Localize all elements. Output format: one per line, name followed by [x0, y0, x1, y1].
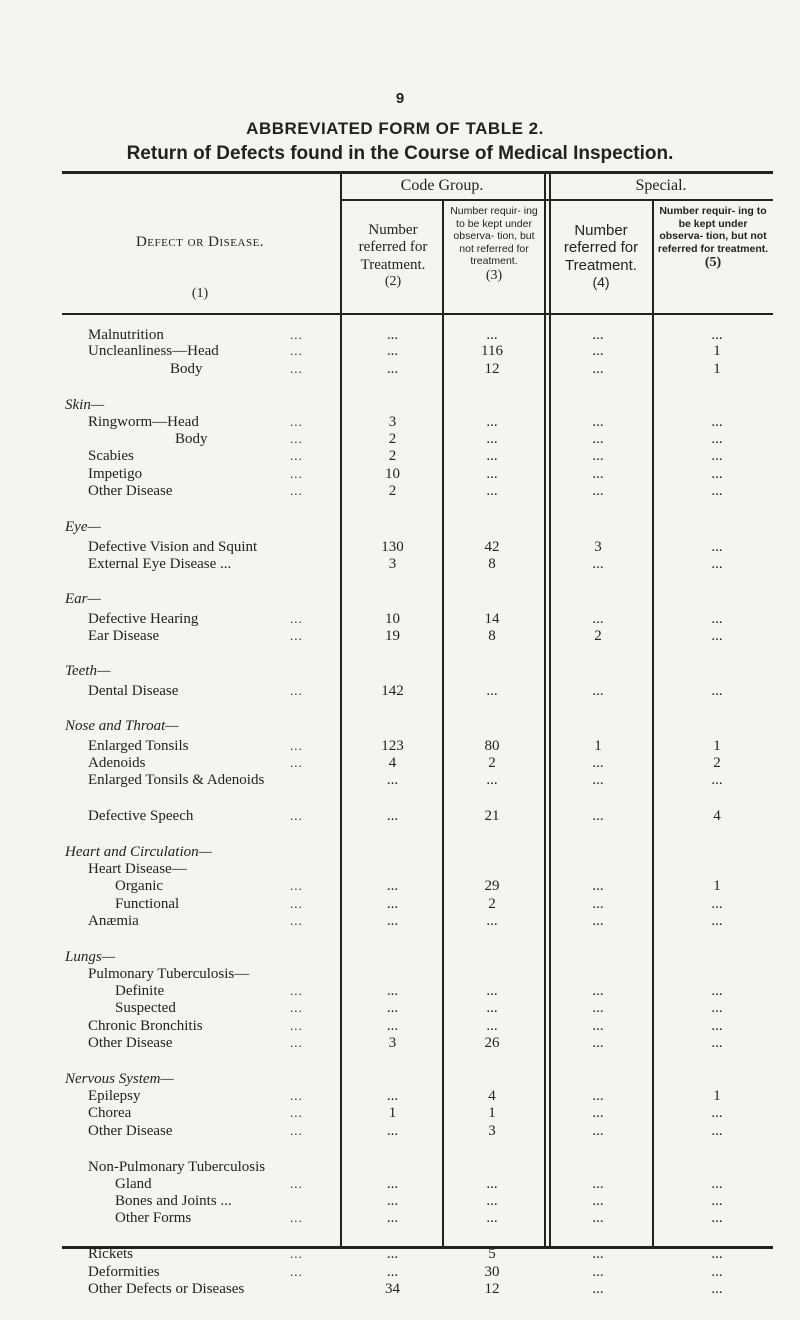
cell-col-4: ...: [592, 482, 604, 499]
table-row: [0, 483, 800, 503]
cell-col-3: ...: [486, 431, 498, 448]
table-row: [0, 718, 800, 738]
table-row: [0, 628, 800, 648]
cell-col-5: ...: [711, 555, 723, 572]
cell-col-2: 19: [385, 628, 400, 645]
cell-col-3: 21: [484, 807, 500, 824]
row-label: Bones and Joints ...: [115, 1193, 232, 1210]
cell-col-4: ...: [592, 771, 604, 788]
row-label: Deformities: [88, 1263, 160, 1280]
cell-col-2: 34: [385, 1280, 400, 1297]
cell-col-4: ...: [592, 878, 604, 895]
leader-dots: ...: [290, 1105, 303, 1121]
cell-col-5: ...: [711, 1246, 723, 1263]
col-defect-label: Defect or Disease.: [135, 234, 265, 250]
row-label: Defective Vision and Squint: [88, 538, 258, 555]
row-label: Body: [170, 360, 203, 377]
cell-col-5: ...: [711, 1175, 723, 1192]
table-row: [0, 1035, 800, 1055]
row-label: External Eye Disease ...: [88, 555, 232, 572]
cell-col-3: 1: [488, 1105, 496, 1122]
cell-col-2: ...: [386, 912, 399, 929]
row-label: Chorea: [88, 1105, 132, 1122]
cell-col-3: ...: [486, 983, 498, 1000]
leader-dots: ...: [290, 1210, 303, 1226]
cell-col-4: ...: [592, 1210, 604, 1227]
cell-col-5: ...: [711, 1193, 723, 1210]
cell-col-3: ...: [486, 465, 498, 482]
cell-col-4: ...: [592, 807, 604, 824]
section-heading: Nose and Throat—: [65, 718, 179, 735]
cell-col-5: 1: [713, 1088, 721, 1105]
cell-col-5: ...: [711, 683, 723, 700]
cell-col-2: 2: [388, 482, 397, 499]
cell-col-3: ...: [486, 912, 498, 929]
cell-col-4: ...: [592, 327, 604, 344]
cell-col-5: ...: [711, 482, 723, 499]
cell-col-5: ...: [711, 327, 723, 344]
col-2-label: Number referred for Treatment.: [358, 222, 428, 273]
cell-col-2: ...: [386, 1193, 399, 1210]
cell-col-4: 3: [594, 538, 602, 555]
cell-col-5: ...: [711, 1034, 723, 1051]
col-2-header: [350, 222, 436, 290]
cell-col-4: ...: [592, 1088, 604, 1105]
row-label: Chronic Bronchitis: [88, 1017, 203, 1034]
cell-col-2: 2: [388, 448, 397, 465]
row-label: Enlarged Tonsils: [88, 738, 189, 755]
row-label: Functional: [115, 895, 180, 912]
leader-dots: ...: [290, 1175, 303, 1191]
cell-col-5: 1: [713, 343, 721, 360]
leader-dots: ...: [290, 983, 303, 999]
cell-col-4: ...: [592, 1263, 604, 1280]
cell-col-3: ...: [486, 482, 498, 499]
col-defect-number: [70, 285, 330, 302]
row-label: Other Forms: [115, 1210, 192, 1227]
cell-col-2: 3: [388, 1034, 397, 1051]
row-label: Ear Disease: [88, 628, 160, 645]
code-group-header: Code Group.: [400, 177, 484, 194]
row-label: Defective Hearing: [88, 610, 199, 627]
row-label: Gland: [115, 1175, 152, 1192]
cell-col-2: ...: [386, 1175, 399, 1192]
leader-dots: ...: [290, 1000, 303, 1016]
cell-col-2: 4: [388, 754, 397, 771]
row-label: Enlarged Tonsils & Adenoids: [88, 771, 265, 788]
leader-dots: ...: [290, 413, 303, 429]
cell-col-5: ...: [711, 610, 723, 627]
cell-col-5: ...: [711, 465, 723, 482]
cell-col-3: 12: [484, 360, 500, 377]
cell-col-2: ...: [386, 1263, 399, 1280]
cell-col-4: ...: [592, 1034, 604, 1051]
leader-dots: ...: [290, 360, 303, 376]
table-row: [0, 1210, 800, 1230]
cell-col-2: ...: [386, 1088, 399, 1105]
cell-col-5: ...: [711, 1263, 723, 1280]
leader-dots: ...: [290, 878, 303, 894]
row-label: Malnutrition: [88, 327, 164, 344]
cell-col-5: ...: [711, 1105, 723, 1122]
cell-col-5: ...: [711, 448, 723, 465]
row-label: Body: [175, 431, 208, 448]
col-5-label: Number requir- ing to be kept under observa- tion, but not referred for treatment.: [657, 205, 769, 255]
cell-col-4: ...: [592, 465, 604, 482]
leader-dots: ...: [290, 610, 303, 626]
cell-col-5: 2: [713, 754, 721, 771]
leader-dots: ...: [290, 738, 303, 754]
cell-col-2: 10: [385, 465, 400, 482]
row-label: Other Disease: [88, 1122, 173, 1139]
table-row: [0, 808, 800, 828]
cell-col-5: ...: [711, 983, 723, 1000]
cell-col-2: ...: [386, 983, 399, 1000]
cell-col-3: ...: [486, 413, 498, 430]
col-4-header: [556, 222, 646, 290]
cell-col-3: 30: [484, 1263, 500, 1280]
cell-col-2: ...: [386, 360, 399, 377]
cell-col-4: ...: [592, 754, 604, 771]
header-bottom-rule: [62, 313, 773, 315]
table-row: [0, 1123, 800, 1143]
row-label: Other Defects or Diseases: [88, 1280, 245, 1297]
cell-col-2: ...: [386, 327, 399, 344]
row-label: Heart Disease—: [88, 861, 187, 878]
cell-col-5: ...: [711, 1122, 723, 1139]
cell-col-3: ...: [486, 1193, 498, 1210]
cell-col-4: ...: [592, 683, 604, 700]
row-label: Ringworm—Head: [88, 413, 199, 430]
cell-col-4: ...: [592, 895, 604, 912]
section-heading: Eye—: [65, 518, 101, 535]
col-3-num: (3): [485, 267, 503, 283]
leader-dots: ...: [290, 327, 303, 343]
cell-col-4: ...: [592, 610, 604, 627]
page-number: 9: [395, 90, 405, 107]
table-row: [0, 1281, 800, 1301]
table-row: [0, 913, 800, 933]
cell-col-4: ...: [592, 448, 604, 465]
page-subtitle: Return of Defects found in the Course of Medical Inspection.: [126, 143, 674, 164]
cell-col-3: 5: [488, 1246, 496, 1263]
col-3-label: Number requir- ing to be kept under observa- tion, but not referred for treatment.: [450, 205, 538, 268]
section-heading: Nervous System—: [65, 1070, 174, 1087]
cell-col-3: ...: [486, 1000, 498, 1017]
leader-dots: ...: [290, 448, 303, 464]
cell-col-2: ...: [386, 1246, 399, 1263]
cell-col-2: 3: [388, 413, 397, 430]
cell-col-3: 2: [488, 754, 496, 771]
leader-dots: ...: [290, 1034, 303, 1050]
cell-col-5: ...: [711, 538, 723, 555]
leader-dots: ...: [290, 1088, 303, 1104]
row-label: Suspected: [115, 1000, 176, 1017]
cell-col-3: 8: [488, 628, 496, 645]
cell-col-4: ...: [592, 1246, 604, 1263]
col-defect-header: [70, 234, 330, 251]
cell-col-4: ...: [592, 555, 604, 572]
cell-col-3: ...: [486, 448, 498, 465]
cell-col-5: ...: [711, 1000, 723, 1017]
col-3-header: [446, 205, 542, 285]
cell-col-2: ...: [386, 343, 399, 360]
cell-col-2: 130: [381, 538, 404, 555]
cell-col-2: ...: [386, 1000, 399, 1017]
cell-col-2: ...: [386, 1017, 399, 1034]
row-label: Definite: [115, 983, 165, 1000]
cell-col-5: ...: [711, 431, 723, 448]
cell-col-2: ...: [386, 1122, 399, 1139]
cell-col-3: ...: [486, 683, 498, 700]
cell-col-5: ...: [711, 413, 723, 430]
cell-col-5: 1: [713, 878, 721, 895]
cell-col-5: ...: [711, 895, 723, 912]
cell-col-3: 14: [484, 610, 500, 627]
cell-col-4: ...: [592, 1017, 604, 1034]
col-defect-num: (1): [191, 286, 209, 301]
row-label: Dental Disease: [88, 683, 179, 700]
cell-col-5: ...: [711, 1017, 723, 1034]
row-label: Defective Speech: [88, 807, 194, 824]
col-4-num: (4): [592, 273, 610, 290]
table-top-rule: [62, 171, 773, 174]
cell-col-4: ...: [592, 360, 604, 377]
leader-dots: ...: [290, 807, 303, 823]
special-group-header: Special.: [635, 177, 687, 194]
cell-col-4: ...: [592, 1193, 604, 1210]
cell-col-2: ...: [386, 878, 399, 895]
cell-col-3: 12: [484, 1280, 500, 1297]
cell-col-3: 29: [484, 878, 500, 895]
table-row: [0, 683, 800, 703]
table-row: [0, 556, 800, 576]
cell-col-2: ...: [386, 895, 399, 912]
cell-col-4: ...: [592, 343, 604, 360]
col-4-label: Number referred for Treatment.: [563, 222, 639, 274]
leader-dots: ...: [290, 1263, 303, 1279]
cell-col-5: 4: [713, 807, 721, 824]
col-5-num: (5): [704, 255, 722, 271]
cell-col-3: 80: [484, 738, 500, 755]
section-heading: Heart and Circulation—: [65, 843, 212, 860]
cell-col-4: ...: [592, 983, 604, 1000]
cell-col-3: 8: [488, 555, 496, 572]
row-label: Adenoids: [88, 754, 146, 771]
row-label: Epilepsy: [88, 1088, 141, 1105]
section-heading: Lungs—: [65, 948, 116, 965]
row-label: Organic: [115, 878, 164, 895]
row-label: Other Disease: [88, 1034, 173, 1051]
leader-dots: ...: [290, 431, 303, 447]
cell-col-4: 1: [594, 738, 602, 755]
section-heading: Teeth—: [65, 663, 111, 680]
cell-col-4: ...: [592, 431, 604, 448]
cell-col-4: ...: [592, 1105, 604, 1122]
cell-col-4: ...: [592, 1000, 604, 1017]
leader-dots: ...: [290, 1246, 303, 1262]
cell-col-4: ...: [592, 1280, 604, 1297]
section-heading: Ear—: [65, 591, 101, 608]
cell-col-4: ...: [592, 413, 604, 430]
cell-col-2: 3: [388, 555, 397, 572]
cell-col-3: 26: [484, 1034, 500, 1051]
cell-col-5: ...: [711, 1280, 723, 1297]
cell-col-2: ...: [386, 1210, 399, 1227]
row-label: Uncleanliness—Head: [88, 343, 219, 360]
cell-col-4: 2: [594, 628, 602, 645]
table-row: [0, 772, 800, 792]
cell-col-3: 42: [484, 538, 500, 555]
cell-col-3: 3: [488, 1122, 496, 1139]
cell-col-5: ...: [711, 628, 723, 645]
cell-col-3: ...: [486, 771, 498, 788]
cell-col-5: ...: [711, 1210, 723, 1227]
cell-col-2: 123: [381, 738, 404, 755]
leader-dots: ...: [290, 1017, 303, 1033]
table-row: [0, 663, 800, 683]
table-row: [0, 361, 800, 381]
group-header-rule: [340, 199, 773, 201]
row-label: Pulmonary Tuberculosis—: [88, 966, 250, 983]
page-title: ABBREVIATED FORM OF TABLE 2.: [246, 119, 544, 138]
cell-col-5: ...: [711, 771, 723, 788]
leader-dots: ...: [290, 683, 303, 699]
cell-col-2: 10: [385, 610, 400, 627]
row-label: Anæmia: [88, 912, 139, 929]
row-label: Other Disease: [88, 482, 173, 499]
cell-col-5: 1: [713, 360, 721, 377]
leader-dots: ...: [290, 482, 303, 498]
leader-dots: ...: [290, 1122, 303, 1138]
col-5-header: [656, 205, 770, 272]
cell-col-3: 4: [488, 1088, 496, 1105]
cell-col-2: 142: [381, 683, 404, 700]
cell-col-3: ...: [486, 1017, 498, 1034]
cell-col-3: ...: [486, 327, 498, 344]
cell-col-3: 116: [481, 343, 503, 360]
cell-col-2: ...: [386, 771, 399, 788]
table-row: [0, 591, 800, 611]
cell-col-4: ...: [592, 1122, 604, 1139]
cell-col-3: ...: [486, 1175, 498, 1192]
leader-dots: ...: [290, 754, 303, 770]
cell-col-5: 1: [713, 738, 721, 755]
leader-dots: ...: [290, 912, 303, 928]
table-row: [0, 519, 800, 539]
leader-dots: ...: [290, 343, 303, 359]
cell-col-4: ...: [592, 912, 604, 929]
row-label: Scabies: [88, 448, 134, 465]
cell-col-2: ...: [386, 807, 399, 824]
row-label: Rickets: [88, 1246, 133, 1263]
cell-col-3: 2: [488, 895, 496, 912]
leader-dots: ...: [290, 895, 303, 911]
cell-col-2: 2: [388, 431, 397, 448]
row-label: Non-Pulmonary Tuberculosis: [88, 1158, 266, 1175]
cell-col-5: ...: [711, 912, 723, 929]
cell-col-2: 1: [388, 1105, 397, 1122]
leader-dots: ...: [290, 465, 303, 481]
section-heading: Skin—: [65, 396, 105, 413]
row-label: Impetigo: [88, 465, 143, 482]
cell-col-4: ...: [592, 1175, 604, 1192]
col-2-num: (2): [384, 273, 402, 289]
leader-dots: ...: [290, 628, 303, 644]
cell-col-3: ...: [486, 1210, 498, 1227]
